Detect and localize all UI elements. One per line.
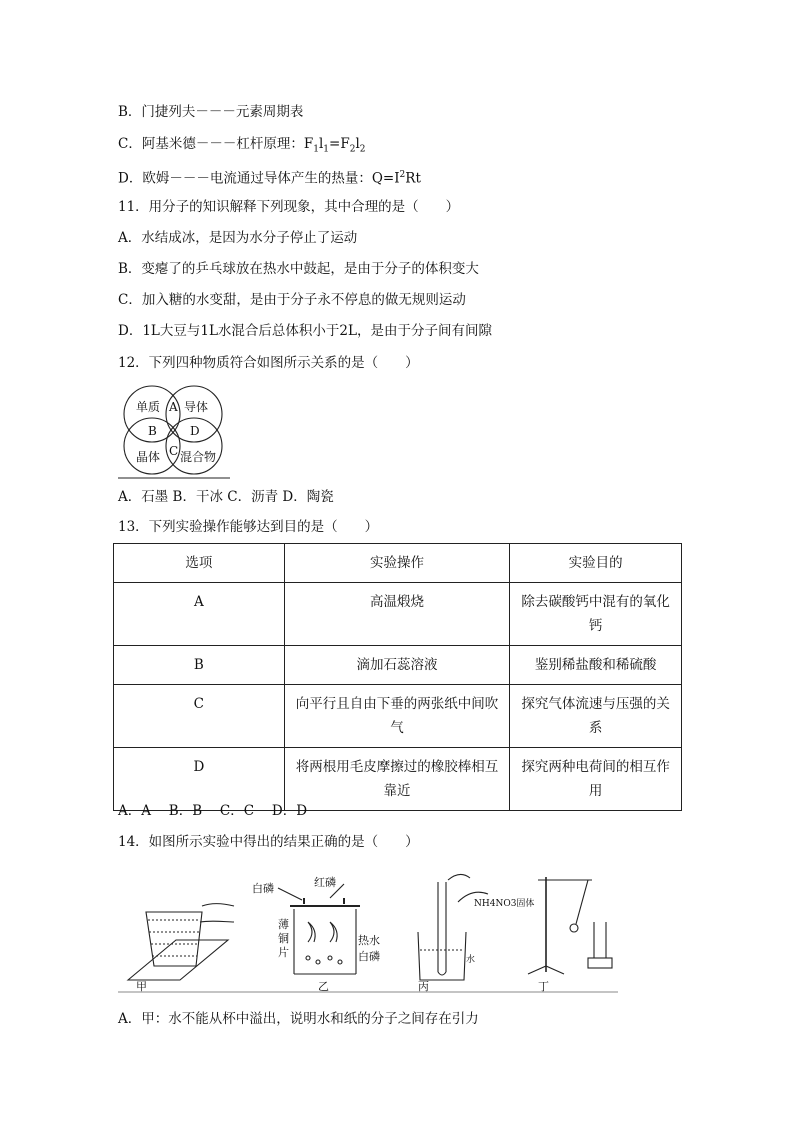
venn-label-mixture: 混合物 xyxy=(180,450,217,464)
q11-stem: 11．用分子的知识解释下列现象，其中合理的是（ ） xyxy=(118,199,460,215)
row-option: D xyxy=(114,748,285,811)
venn-region-a: A xyxy=(169,400,178,414)
q11-option-d: D．1L大豆与1L水混合后总体积小于2L，是由于分子间有间隙 xyxy=(118,323,492,339)
row-option: A xyxy=(114,583,285,646)
formula-l: l xyxy=(318,136,324,152)
q10-option-c xyxy=(118,135,366,159)
row-operation xyxy=(284,685,510,748)
header-goal: 实验目的 xyxy=(510,544,682,583)
figure-bing xyxy=(418,874,488,980)
venn-diagram xyxy=(118,383,233,481)
venn-label-crystal: 晶体 xyxy=(136,450,161,464)
goal-line: 用 xyxy=(588,783,603,799)
q13-stem: 13．下列实验操作能够达到目的是（ ） xyxy=(118,519,379,535)
row-goal xyxy=(510,583,682,646)
label-white-phosphorus: 白磷 xyxy=(252,882,274,895)
row-option: B xyxy=(114,646,285,685)
formula-eq: =F xyxy=(329,136,350,152)
label-thin: 薄 xyxy=(278,918,289,931)
row-operation xyxy=(284,748,510,811)
table-header-row xyxy=(114,544,682,583)
row-goal xyxy=(510,748,682,811)
op-line: 将两根用毛皮摩擦过的橡胶棒相互 xyxy=(295,759,499,775)
q13-table xyxy=(113,543,682,811)
q13-options: A．A B．B C．C D．D xyxy=(118,803,308,819)
goal-line: 系 xyxy=(588,720,603,736)
goal-line: 探究气体流速与压强的关 xyxy=(521,696,670,712)
q10-option-d xyxy=(118,166,421,188)
venn-region-c: C xyxy=(169,444,179,458)
header-option: 选项 xyxy=(114,544,285,583)
figure-label-jia: 甲 xyxy=(136,980,147,993)
table-row xyxy=(114,685,682,748)
op-line: 向平行且自由下垂的两张纸中间吹 xyxy=(295,696,499,712)
venn-label-elemental: 单质 xyxy=(136,400,161,414)
formula-sub: 2 xyxy=(349,144,356,155)
goal-line: 除去碳酸钙中混有的氧化 xyxy=(521,594,670,610)
row-goal xyxy=(510,685,682,748)
label-sheet: 片 xyxy=(278,946,289,959)
label-copper: 铜 xyxy=(278,932,289,945)
row-option: C xyxy=(114,685,285,748)
venn-label-conductor: 导体 xyxy=(184,400,209,414)
label-red-phosphorus: 红磷 xyxy=(314,876,336,889)
figure-jia xyxy=(128,904,234,980)
formula-sup: 2 xyxy=(399,170,406,180)
formula-sub: 1 xyxy=(323,144,330,155)
formula-sub: 1 xyxy=(313,144,319,155)
formula-l: l xyxy=(355,136,360,152)
label-white-phosphorus-2: 白磷 xyxy=(358,950,380,963)
label-water: 水 xyxy=(466,955,476,965)
formula-rhs: Rt xyxy=(405,170,421,187)
venn-region-d: D xyxy=(190,424,200,438)
experiment-figures xyxy=(118,862,618,997)
figure-label-ding: 丁 xyxy=(538,980,549,993)
table-row xyxy=(114,646,682,685)
q11-option-c: C．加入糖的水变甜，是由于分子永不停息的做无规则运动 xyxy=(118,292,466,308)
goal-line: 钙 xyxy=(588,618,603,634)
figure-label-yi: 乙 xyxy=(318,980,329,993)
table-row xyxy=(114,583,682,646)
formula-lhs: Q=I xyxy=(371,170,400,187)
row-operation: 滴加石蕊溶液 xyxy=(284,646,510,685)
q14-stem: 14．如图所示实验中得出的结果正确的是（ ） xyxy=(118,834,419,850)
row-operation: 高温煅烧 xyxy=(284,583,510,646)
q12-stem: 12．下列四种物质符合如图所示关系的是（ ） xyxy=(118,355,419,371)
formula-f: F xyxy=(303,136,314,152)
q11-option-a: A．水结成冰，是因为水分子停止了运动 xyxy=(118,230,358,246)
venn-region-b: B xyxy=(148,424,157,438)
label-nh4no3: NH4NO3固体 xyxy=(474,899,535,909)
q10-option-b: B．门捷列夫－－－元素周期表 xyxy=(118,104,304,120)
figure-label-bing: 丙 xyxy=(418,980,429,993)
q14-option-a: A．甲：水不能从杯中溢出，说明水和纸的分子之间存在引力 xyxy=(118,1011,479,1027)
op-line: 气 xyxy=(390,720,404,736)
header-operation: 实验操作 xyxy=(284,544,510,583)
op-line: 靠近 xyxy=(383,783,411,799)
q10-option-c-text: C．阿基米德－－－杠杆原理： xyxy=(118,136,304,152)
figure-yi xyxy=(278,884,360,974)
label-hot-water: 热水 xyxy=(358,934,380,947)
q10-option-d-text: D．欧姆－－－电流通过导体产生的热量： xyxy=(118,170,372,187)
goal-line: 探究两种电荷间的相互作 xyxy=(521,759,670,775)
q12-options: A．石墨 B．干冰 C．沥青 D．陶瓷 xyxy=(118,489,334,505)
formula-sub: 2 xyxy=(359,144,366,155)
q11-option-b: B．变瘪了的乒乓球放在热水中鼓起，是由于分子的体积变大 xyxy=(118,261,479,277)
row-goal: 鉴别稀盐酸和稀硫酸 xyxy=(510,646,682,685)
